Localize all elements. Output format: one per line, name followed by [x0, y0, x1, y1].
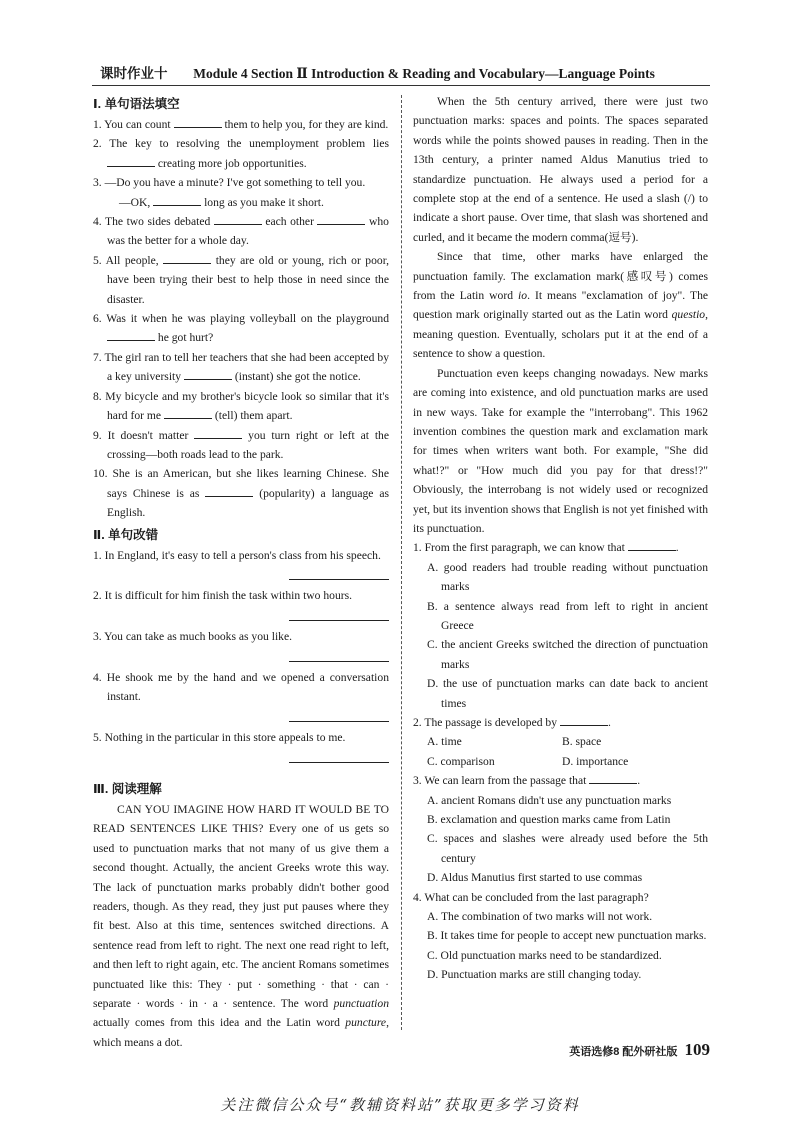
item-number: 2.: [93, 589, 102, 603]
left-column: [93, 92, 389, 1052]
answer-line-wrap: [107, 608, 389, 627]
answer-line: [289, 649, 389, 662]
item-text: long as you make it short.: [204, 195, 324, 209]
item-text: (tell) them apart.: [214, 409, 293, 423]
item-text: You can count: [104, 118, 171, 131]
item-number: 5.: [93, 731, 102, 745]
option: B. a sentence always read from left to right in ancient Greece: [427, 599, 708, 632]
option-row: [413, 752, 708, 771]
item-number: 6.: [93, 312, 102, 326]
question-stem: 2. The passage is developed by .: [413, 713, 708, 732]
answer-line-wrap: [107, 567, 389, 586]
item-text: (popularity) a language as English.: [107, 486, 389, 520]
answer-line: [289, 608, 389, 621]
item-number: 1.: [93, 548, 102, 562]
section2-title: Ⅱ. 单句改错: [93, 527, 159, 542]
item-text: he got hurt?: [157, 331, 214, 345]
answer-blank: [560, 713, 608, 726]
page-footer: [569, 1040, 710, 1060]
answer-line: [289, 567, 389, 580]
question-stem: 3. We can learn from the passage that .: [413, 771, 708, 790]
answer-blank: [317, 212, 365, 225]
grammar-item: [93, 212, 389, 251]
answer-blank: [163, 251, 211, 264]
item-text: The girl ran to tell her teachers that she had been accepted by a key university: [104, 350, 389, 384]
item-text: (instant) she got the notice.: [234, 370, 361, 384]
answer-blank: [205, 484, 253, 497]
grammar-item: [93, 464, 389, 522]
passage-title: CAN YOU IMAGINE HOW HARD IT WOULD BE TO READ SENTENCES LIKE THIS?: [93, 803, 389, 836]
item-text: You can take as much books as you like.: [104, 630, 293, 644]
option: A. The combination of two marks will not work.: [427, 910, 653, 924]
answer-blank: [107, 154, 155, 167]
item-number: 3.: [93, 630, 102, 644]
option: D. Aldus Manutius first started to use commas: [427, 871, 643, 885]
item-number: 9.: [93, 428, 102, 442]
item-text: Nothing in the particular in this store appeals to me.: [104, 731, 346, 745]
grammar-fill-list: [93, 115, 389, 523]
option: A. good readers had trouble reading without punctuation marks: [427, 560, 708, 594]
option: A. ancient Romans didn't use any punctuation marks: [427, 793, 672, 807]
item-number: 10.: [93, 467, 108, 481]
option: A. time: [427, 735, 462, 749]
answer-line: [289, 750, 389, 763]
option: C. spaces and slashes were already used before the 5th century: [427, 832, 708, 865]
option: B. It takes time for people to accept new punctuation marks.: [427, 929, 707, 943]
reading-paragraph-4: Punctuation even keeps changing nowadays. New marks are coming into existence, and old punctuation marks are used in new ways. Take for example the "interrobang". This 1962 invention combines the question mark and exclamation mark for times when writers want both. For example, "She did what!?" or "How much did you pay for that dress!?" Obviously, the interrobang is not widely used or recognized yet, but its invention shows that English is not yet finished with its punctuation.: [413, 366, 708, 535]
item-number: 1.: [93, 118, 102, 131]
option: B. space: [562, 735, 602, 749]
item-text: Was it when he was playing volleyball on the playground: [106, 312, 389, 326]
item-text: —OK,: [119, 195, 151, 209]
grammar-item: [93, 426, 389, 465]
item-text: My bicycle and my brother's bicycle look so similar that it's hard for me: [105, 389, 389, 423]
reading-paragraph-3: Since that time, other marks have enlarged the punctuation family. The exclamation mark(感叹号) comes from the Latin word io. It means "exclamation of joy". The question mark originally started out as the Latin word questio, meaning question. Eventually, scholars put it at the end of a sentence to show a question.: [413, 250, 709, 361]
item-number: 4.: [93, 215, 102, 229]
answer-blank: [589, 771, 637, 784]
item-number: 7.: [93, 350, 102, 364]
option: C. comparison: [427, 754, 495, 768]
option: D. the use of punctuation marks can date back to ancient times: [427, 677, 708, 710]
item-text: She is an American, but she likes learning Chinese. She says Chinese is as: [107, 467, 389, 500]
question-text: 3. We can learn from the passage that: [413, 774, 587, 788]
question-text: 1. From the first paragraph, we can know that: [413, 541, 625, 555]
item-text: you turn right or left at the crossing—both roads lead to the park.: [107, 428, 389, 461]
item-text: them to help you, for they are kind.: [224, 118, 389, 131]
bottom-watermark-note: 关注微信公众号“教辅资料站”获取更多学习资料: [220, 1096, 580, 1114]
grammar-item: [93, 115, 389, 134]
correction-item: [93, 546, 389, 587]
answer-line-wrap: [107, 709, 389, 728]
item-number: 3.: [93, 176, 102, 190]
grammar-item: [93, 251, 389, 309]
page-number: 109: [684, 1040, 710, 1059]
answer-line: [289, 709, 389, 722]
correction-item: [93, 728, 389, 769]
page-header: [100, 62, 710, 82]
item-text: It doesn't matter: [107, 428, 189, 442]
option: D. Punctuation marks are still changing today.: [427, 968, 642, 982]
item-text: —Do you have a minute? I've got something to tell you.: [104, 176, 366, 190]
module-title: Module 4 Section Ⅱ Introduction & Reading and Vocabulary—Language Points: [193, 66, 655, 81]
answer-blank: [214, 212, 262, 225]
item-text: It is difficult for him finish the task within two hours.: [104, 589, 353, 603]
item-text: who was the better for a whole day.: [107, 215, 389, 248]
header-rule: [92, 85, 710, 86]
section3-title: Ⅲ. 阅读理解: [93, 782, 162, 796]
option: C. the ancient Greeks switched the direction of punctuation marks: [427, 638, 708, 671]
correction-item: [93, 627, 389, 668]
error-correction-list: [93, 546, 389, 769]
grammar-item: [93, 173, 389, 212]
lesson-tag: 课时作业十: [100, 66, 168, 81]
question-stem: [413, 888, 708, 907]
answer-blank: [628, 538, 676, 551]
answer-blank: [194, 426, 242, 439]
item-text: The two sides debated: [105, 215, 211, 229]
item-number: 4.: [93, 670, 102, 684]
reading-paragraph-1: CAN YOU IMAGINE HOW HARD IT WOULD BE TO READ SENTENCES LIKE THIS? Every one of us gets so used to punctuation marks that not many of us give them a second thought. Actually, the ancient Greeks wrote this way. The lack of punctuation marks probably didn't bother good readers, though. As they read, they just put pauses where they fit best. Also at this time, sentences switched directions. A sentence read from left to right. The next one read right to left, and then left to right again, etc. The ancient Romans sometimes punctuated like this: They · put · something · that · can · separate · words · in · a · sentence. The word punctuation actually comes from this idea and the Latin word puncture, which means a dot.: [93, 803, 389, 1049]
answer-blank: [184, 367, 232, 380]
grammar-item: [93, 309, 389, 348]
item-number: 5.: [93, 253, 102, 267]
grammar-item: [93, 387, 389, 426]
answer-line-wrap: [107, 750, 389, 769]
option: C. Old punctuation marks need to be standardized.: [427, 948, 662, 962]
reading-questions: [413, 538, 708, 984]
section1-title: Ⅰ. 单句语法填空: [93, 97, 180, 111]
answer-blank: [164, 406, 212, 419]
book-name: 英语选修8 配外研社版: [569, 1046, 678, 1058]
item-subline: [107, 193, 389, 212]
question-text: 4. What can be concluded from the last paragraph?: [413, 890, 649, 904]
question-text: 2. The passage is developed by: [413, 716, 558, 729]
item-text: All people,: [105, 253, 159, 267]
reading-paragraph-2: When the 5th century arrived, there were just two punctuation marks: spaces and points. The spaces separated words while the points showed pauses in reading. Then in the 13th century, a printer named Aldus Manutius tried to standardize punctuation. He always used a period for a complete stop at the end of a sentence. He used a slash (/) to indicate a short pause. Over time, that slash was shortened and curled, and it became the modern comma(逗号).: [413, 95, 708, 244]
option: D. importance: [562, 754, 629, 768]
grammar-item: [93, 348, 389, 387]
answer-line-wrap: [107, 649, 389, 668]
answer-blank: [174, 115, 222, 128]
item-text: each other: [265, 215, 314, 229]
answer-blank: [107, 328, 155, 341]
option-row: [413, 732, 708, 751]
grammar-item: [93, 134, 389, 173]
question-stem: 1. From the first paragraph, we can know that .: [413, 538, 708, 557]
item-text: creating more job opportunities.: [157, 156, 307, 170]
item-number: 8.: [93, 389, 102, 403]
item-number: 2.: [93, 137, 102, 151]
item-text: In England, it's easy to tell a person's class from his speech.: [104, 548, 381, 562]
item-text: He shook me by the hand and we opened a conversation instant.: [106, 670, 389, 704]
column-divider: [401, 95, 402, 1030]
option: B. exclamation and question marks came from Latin: [427, 813, 671, 827]
right-column: [413, 92, 708, 985]
correction-item: [93, 668, 389, 728]
correction-item: [93, 586, 389, 627]
item-text: The key to resolving the unemployment problem lies: [109, 137, 389, 151]
answer-blank: [153, 193, 201, 206]
item-text: they are old or young, rich or poor, have been trying their best to help those in need since the disaster.: [107, 253, 389, 306]
